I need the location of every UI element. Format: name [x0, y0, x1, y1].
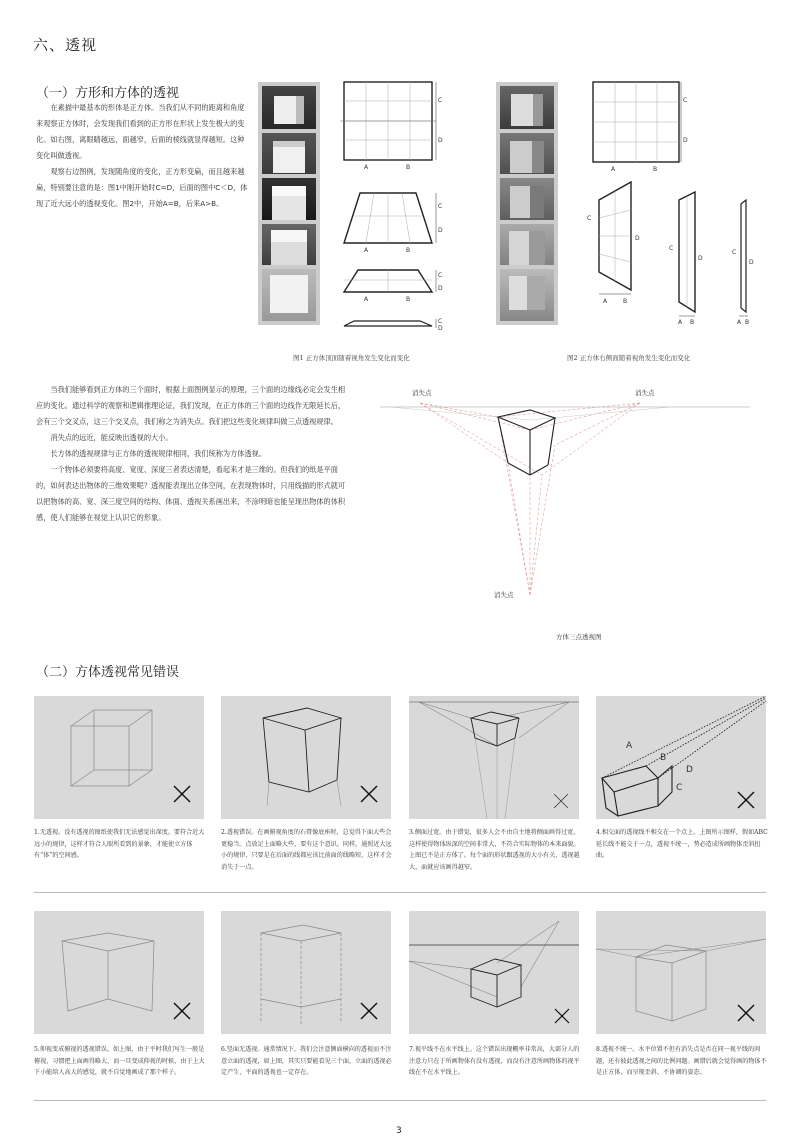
label-c: C: [438, 203, 443, 210]
label-b: B: [406, 296, 411, 303]
section1-paragraph-2: 观察右边图例，发现随角度的变化，正方形变扁，而且越来越扁，特别要注意的是：图1中刚开始时C=D，后面的图中C＜D，体现了近大远小的透视变化。图2中，开始A=B，后来A>B。: [36, 167, 248, 208]
label-b: B: [653, 166, 658, 173]
label-b: B: [623, 298, 628, 305]
label-d: D: [438, 137, 443, 144]
cross-icon: [555, 1009, 569, 1023]
label-c: C: [438, 97, 443, 104]
label-b: B: [690, 319, 695, 326]
label-c: C: [438, 318, 443, 325]
cross-icon: [174, 1003, 190, 1019]
cross-icon: [554, 794, 568, 808]
label-a: A: [603, 298, 608, 305]
section1-paragraph-1: 在素描中最基本的形体是正方体。当我们从不同的距离和角度来观察正方体时，会发现我们看到的正方形在形状上发生极大的变化。如右图，离眼睛越远，面越窄，后面的棱线就显得越短。这种变化叫做透视。: [36, 103, 245, 160]
label-b: B: [660, 753, 667, 763]
error-panel-2: [221, 696, 391, 819]
error-note-3: 3.侧面过宽。由于错觉，很多人会不由自主地将侧面画得过宽。这样使得物体纵深的空间非常大，不符合实际物体的本来面貌。上图已不是正方体了。每个面的形状跟透视的大小有关，透视越大，面就应该画得越窄。: [409, 829, 580, 871]
label-b: B: [745, 319, 750, 326]
label-d: D: [686, 765, 693, 775]
label-d: D: [635, 235, 640, 242]
fig2-caption: 图2 正方体右侧面随着视角发生变化而变化: [567, 354, 691, 362]
label-b: B: [406, 164, 411, 171]
label-a: A: [364, 296, 369, 303]
three-point-perspective-diagram: [380, 385, 760, 645]
label-a: A: [678, 319, 683, 326]
cross-icon: [174, 786, 190, 802]
diagram-caption: 方体三点透视图: [556, 633, 602, 641]
label-a: A: [611, 166, 616, 173]
label-c: C: [669, 245, 674, 252]
section1b-paragraph-4: 一个物体必须要将高度、宽度、深度三者表达清楚，看起来才是三维的。但我们的纸是平面的，如何表达出物体的三维效果呢？透视能表现出立体空间，在表现物体时，只用线描的形式就可以把物体的高、宽、深三度空间的结构、体面、透视关系画出来，不涂明暗也能呈现出物体的体积感，使人们能够在视觉上认识它的形象。: [36, 465, 346, 522]
label-d: D: [683, 137, 688, 144]
vanishing-point-right: 消失点: [635, 389, 655, 397]
section1b-text: [36, 382, 348, 526]
error-panel-8: [596, 911, 766, 1034]
cross-icon: [361, 1003, 377, 1019]
label-c: C: [676, 783, 683, 793]
section2-title: （二）方体透视常见错误: [36, 665, 180, 680]
error-panel-4: [596, 696, 766, 819]
fig1-caption: 图1 正方体顶面随着视角发生变化而变化: [293, 354, 410, 362]
label-d: D: [438, 285, 443, 292]
label-d: D: [438, 325, 443, 332]
label-c: C: [587, 215, 592, 222]
label-d: D: [749, 259, 754, 266]
cross-icon: [738, 1005, 754, 1021]
error-panel-6: [221, 911, 391, 1034]
vanishing-point-bottom: 消失点: [494, 591, 514, 599]
label-d: D: [698, 255, 703, 262]
label-c: C: [683, 97, 688, 104]
cube-photo: [496, 265, 558, 325]
label-a: A: [626, 741, 633, 751]
error-panel-5: [34, 911, 204, 1034]
page-title: 六、透视: [33, 36, 98, 54]
divider: [34, 892, 766, 893]
cross-icon: [361, 786, 377, 802]
fig2-diagrams: [575, 80, 765, 326]
label-c: C: [732, 249, 737, 256]
page-number: 3: [396, 1126, 402, 1136]
section1-text: [36, 100, 251, 212]
label-b: B: [406, 247, 411, 254]
error-note-6: 6.竖面无透视。通常情况下，我们会注意侧面横向的透视而不注意立面的透视，如上图，其实只要能看见三个面，立面的透视必定产生，平面的透视也一定存在。: [221, 1046, 392, 1076]
label-a: A: [364, 247, 369, 254]
section1b-paragraph-3: 长方体的透视规律与正方体的透视规律相同，我们统称为方体透视。: [50, 449, 267, 458]
error-panel-7: [409, 911, 579, 1034]
fig1-diagrams: [340, 80, 450, 340]
section1-title: （一）方形和方体的透视: [36, 86, 180, 101]
cross-icon: [738, 792, 754, 808]
error-note-5: 5.仰视变成俯视的透视错误。如上图，由于平时我们写生一般是俯视，习惯把上面画得略大，而一旦变成仰视的时候，由于上大下小能给人高大的感觉，就不自觉地画成了那个样子。: [34, 1046, 205, 1076]
section1b-paragraph-2: 消失点的远近，能反映出透视的大小。: [50, 433, 173, 442]
label-a: A: [364, 164, 369, 171]
error-panel-3: [409, 696, 579, 819]
divider: [34, 1100, 766, 1101]
vanishing-point-left: 消失点: [412, 389, 432, 397]
error-note-4: 4.相交面的透视线不相交在一个点上。上图所示图样，假如ABC延长线不能交于一点，透视不统一，势必造成所画物体歪斜扭曲。: [596, 829, 768, 859]
label-d: D: [438, 227, 443, 234]
cube-photo: [258, 265, 320, 325]
label-c: C: [438, 272, 443, 279]
error-note-1: 1.无透视。没有透视的图纸使我们无法感觉出深度。要符合近大远小的规律，这样才符合人眼所看到的景象，才能使立方体有“体”的空间感。: [34, 829, 205, 859]
error-note-2: 2.透视错误。在画俯视角度的石膏像底座时，总觉得下面大些会更稳当。点放足上面略大些，要有这个意识。同样，通照近大远小的规律，只要是在后面的线都应该比前面的线略短，这样才会消失于一点。: [221, 829, 392, 871]
label-a: A: [737, 319, 742, 326]
error-panel-1: [34, 696, 204, 819]
section1b-paragraph-1: 当我们能够看到正方体的三个面时，根据上面图例显示的原理，三个面的边缘线必定会发生相应的变化。通过科学的观察和逻辑推理论证，我们发现，在正方体的三个面的边线作无限延长后，会有三个交叉点，这三个交叉点，我们称之为消失点。我们把这些变化规律叫做三点透视规律。: [36, 385, 346, 426]
error-note-8: 8.透视不统一。水平位置不但有消失点是否在同一视平线的问题，还有彼此透视之间的比例问题。画错后就会觉得画的物体不是正方体，而呈现歪斜、不协调的姿态。: [596, 1046, 767, 1076]
error-note-7: 7.视平线不在水平线上。这个错误出现概率非常高，大部分人的注意力只在于所画物体有没有透视，而没有注意所画物体的视平线在不在水平线上。: [409, 1046, 580, 1076]
